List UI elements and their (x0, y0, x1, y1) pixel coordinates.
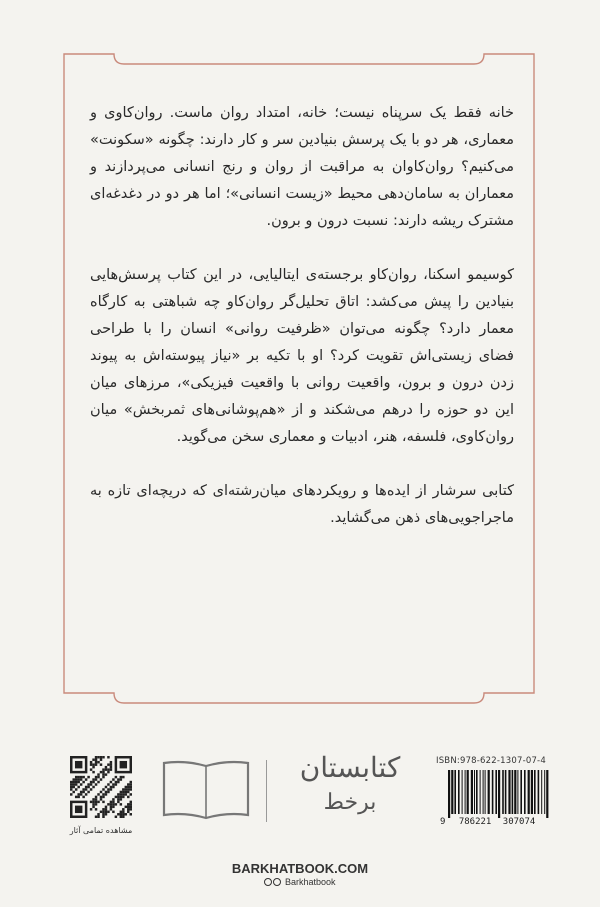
isbn-barcode (446, 770, 552, 818)
social-handle-row (0, 877, 600, 887)
brand-divider (266, 760, 267, 822)
blurb-paragraph-2: کوسیمو اسکنا، روان‌کاو برجسته‌ی ایتالیایی، در این کتاب پرسش‌هایی بنیادین را پیش می‌کشد: اتاق تحلیل‌گر روان‌کاو چه شباهتی به کارگاه معمار دارد؟ چگونه می‌توان «ظرفیت روانی» انسان را با طراحی فضای زیستی‌اش تقویت کرد؟ او با تکیه بر «نیاز پیوسته‌اش به پیوند زدن درون و برون، واقعیت روانی با واقعیت فیزیکی»، مرزهای میان این دو حوزه را درهم می‌شکند و از «هم‌پوشانی‌های ثمربخش» میان روان‌کاوی، فلسفه، هنر، ادبیات و معماری سخن می‌گوید. (90, 267, 514, 445)
social-handle: Barkhatbook (284, 877, 336, 887)
blurb-paragraph-3: کتابی سرشار از ایده‌ها و رویکردهای میان‌رشته‌ای که دریچه‌ای تازه به ماجراجویی‌های ذهن می‌گشاید. (90, 483, 514, 526)
barcode-digit-lead: 9 (440, 817, 446, 827)
publisher-wordmark (272, 748, 428, 818)
publisher-name-line2: برخط (323, 790, 377, 815)
qr-caption: مشاهده تمامی آثار (69, 826, 133, 835)
instagram-icon (264, 878, 272, 886)
open-book-logo-icon (158, 757, 254, 823)
publisher-website[interactable]: BARKHATBOOK.COM (231, 861, 369, 876)
telegram-icon (273, 878, 281, 886)
qr-code[interactable] (70, 756, 132, 818)
isbn-label: ISBN:978-622-1307-07-4 (436, 756, 546, 766)
blurb-paragraph-1: خانه فقط یک سرپناه نیست؛ خانه، امتداد روان ماست. روان‌کاوی و معماری، هر دو با یک پرسش بنیادین سر و کار دارند: چگونه «سکونت» می‌کنیم؟ روان‌کاوان به مراقبت از روان و رنج انسانی می‌پردازند و معماران به سامان‌دهی محیط «زیست انسانی»؛ اما هر دو در دغدغه‌ای مشترک ریشه دارند: نسبت درون و برون. (90, 105, 514, 229)
publisher-name-line1: کتابستان (299, 751, 401, 784)
barcode-digits-right: 307074 (502, 817, 536, 827)
barcode-digits (440, 817, 556, 827)
back-cover-blurb (90, 100, 514, 559)
barcode-digits-left: 786221 (458, 817, 492, 827)
